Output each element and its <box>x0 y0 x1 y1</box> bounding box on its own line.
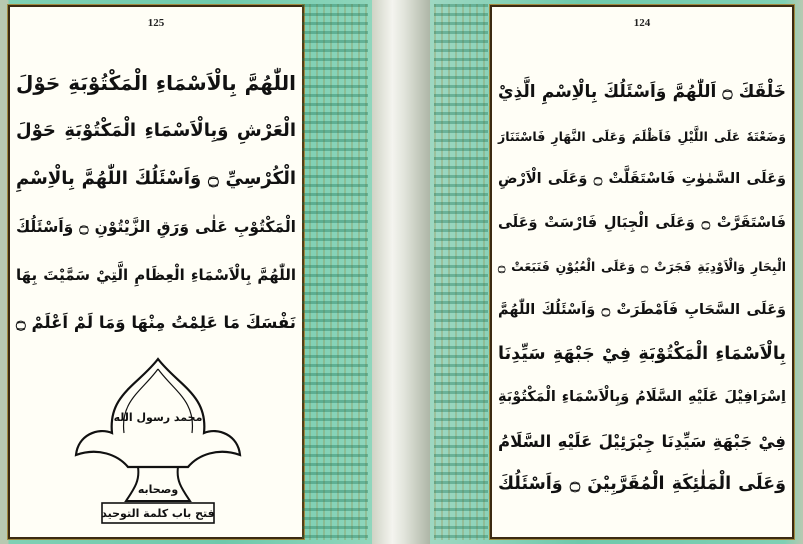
decorative-border <box>434 4 488 540</box>
prayer-text <box>16 59 296 347</box>
calligraphy-emblem <box>68 355 248 527</box>
text-line: الْمَكْتُوْبِ عَلٰى وَرَقِ الزَّيْتُوْنِ ۝ وَاَسْئَلُكَ <box>16 218 296 236</box>
text-line: بِالْاَسْمَاءِ الْمَكْتُوْبَةِ فِيْ جَبْهَةِ سَيِّدِنَا <box>498 343 786 364</box>
text-line: اللّٰهُمَّ بِالْاَسْمَاءِ الْعِظَامِ الَّتِيْ سَمَّيْتَ بِهَا <box>16 266 296 284</box>
text-line: اِسْرَافِيْلَ عَلَيْهِ السَّلَامُ وَبِالْاَسْمَاءِ الْمَكْتُوْبَةِ <box>498 389 786 406</box>
text-line: وَعَلَى السَّمٰوٰتِ فَاسْتَقَلَّتْ ۝ وَعَلَى الْاَرْضِ <box>498 171 786 188</box>
text-line: وَعَلَى السَّحَابِ فَاَمْطَرَتْ ۝ وَاَسْئَلُكَ اللّٰهُمَّ <box>498 301 786 318</box>
decorative-border <box>302 4 368 540</box>
left-page-frame <box>8 5 304 539</box>
emblem-main-text: محمد رسول الله <box>113 411 203 424</box>
emblem-base-text: فتح باب كلمة التوحيد <box>101 507 215 520</box>
text-line: فَاسْتَقَرَّتْ ۝ وَعَلَى الْجِبَالِ فَارْسَتْ وَعَلَى <box>498 214 786 231</box>
right-page-frame <box>490 5 794 539</box>
text-line: اللّٰهُمَّ بِالْاَسْمَاءِ الْمَكْتُوْبَةِ حَوْلَ <box>16 71 296 95</box>
right-page <box>430 0 803 544</box>
prayer-text <box>498 71 786 507</box>
text-line: فِيْ جَبْهَةِ سَيِّدِنَا جِبْرَئِيْلَ عَلَيْهِ السَّلَامُ <box>498 431 786 451</box>
text-line: نَفْسَكَ مَا عَلِمْتُ مِنْهَا وَمَا لَمْ اَعْلَمْ ۝ <box>16 313 296 332</box>
page-number: 125 <box>147 17 165 29</box>
text-line: الْعَرْشِ وَبِالْاَسْمَاءِ الْمَكْتُوْبَةِ حَوْلَ <box>16 120 296 141</box>
text-line: وَضَعْتَهٗ عَلَى اللَّيْلِ فَاَظْلَمَ وَعَلَى النَّهَارِ فَاسْتَنَارَ <box>498 128 786 144</box>
text-line: وَعَلَى الْمَلٰئِكَةِ الْمُقَرَّبِيْنَ ۝ وَاَسْئَلُكَ <box>498 474 786 495</box>
book-gutter <box>372 0 430 544</box>
text-line: الْكُرْسِيِّ ۝ وَاَسْئَلُكَ اللّٰهُمَّ بِالْاِسْمِ <box>16 168 296 189</box>
text-line: الْبِحَارِ وَالْاَوْدِيَةِ فَجَرَتْ ۝ وَعَلَى الْعُيُوْنِ فَنَبَعَتْ ۝ <box>498 259 786 275</box>
emblem-sub-text: وصحابه <box>137 483 179 496</box>
left-page <box>0 0 372 544</box>
text-line: خَلْقَكَ ۝ اَللّٰهُمَّ وَاَسْئَلُكَ بِالْاِسْمِ الَّذِيْ <box>498 82 786 102</box>
page-number: 124 <box>633 17 651 29</box>
